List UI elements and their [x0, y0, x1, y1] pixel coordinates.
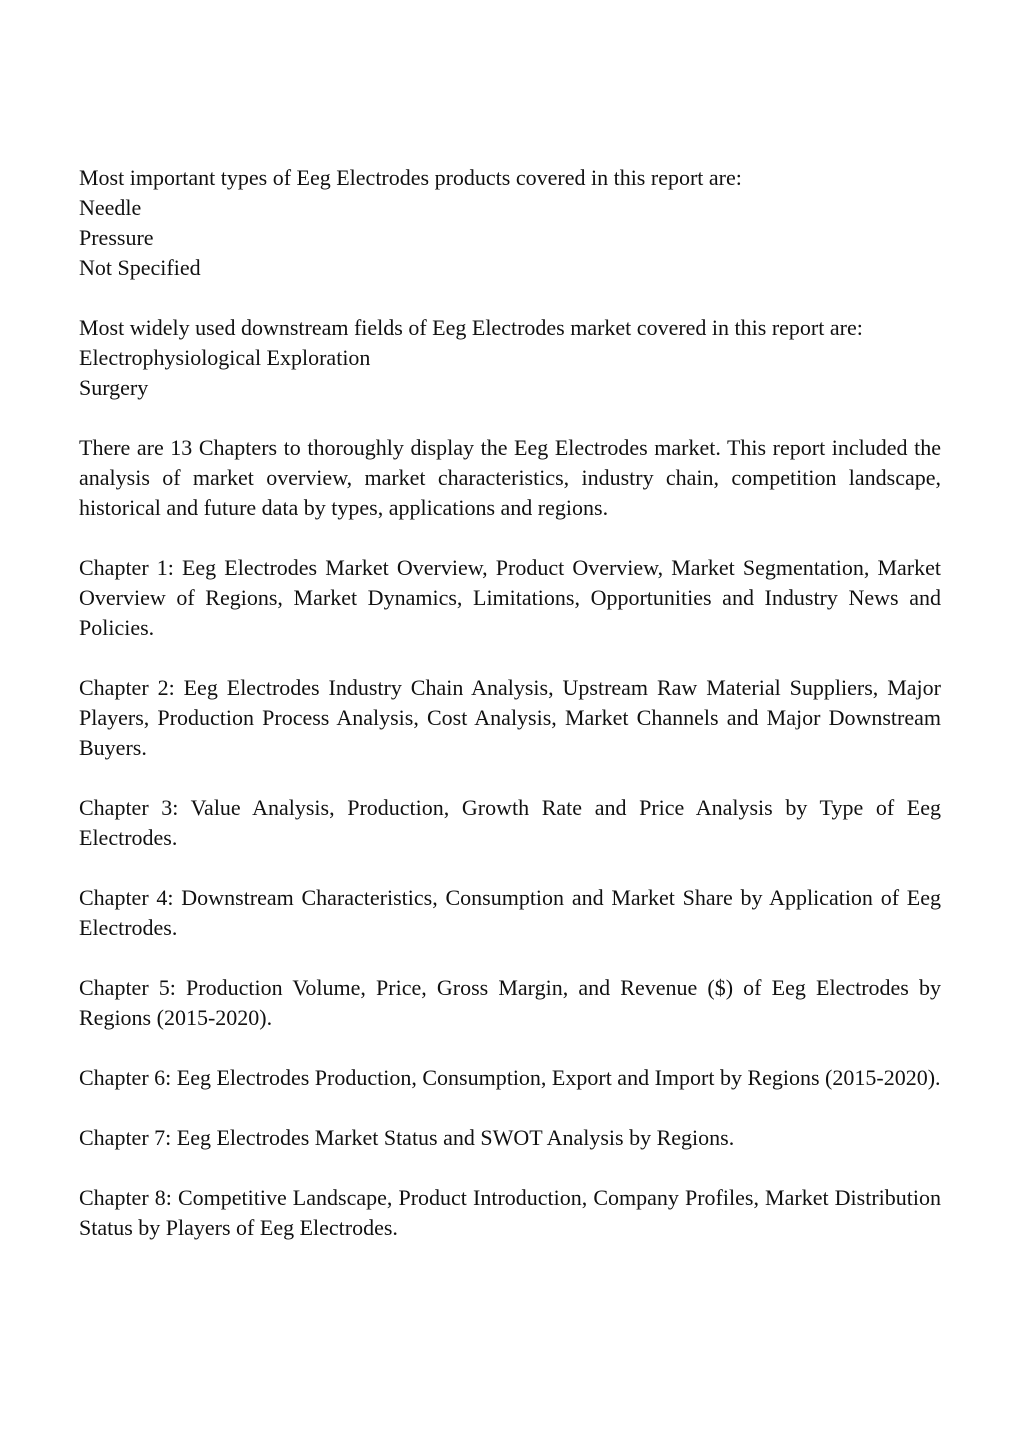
product-type-item: Needle: [79, 195, 142, 220]
chapter-6-paragraph: Chapter 6: Eeg Electrodes Production, Consumption, Export and Import by Regions (2015-2020).: [79, 1065, 941, 1090]
chapter-2-paragraph: Chapter 2: Eeg Electrodes Industry Chain Analysis, Upstream Raw Material Suppliers, Major Players, Production Process Analysis, Cost Analysis, Market Channels and Major Downstream Buyers.: [79, 675, 941, 760]
downstream-fields-section: [79, 313, 941, 403]
chapter-7-paragraph: Chapter 7: Eeg Electrodes Market Status and SWOT Analysis by Regions.: [79, 1125, 735, 1150]
report-overview-paragraph: There are 13 Chapters to thoroughly display the Eeg Electrodes market. This report included the analysis of market overview, market characteristics, industry chain, competition landscape, historical and future data by types, applications and regions.: [79, 435, 941, 520]
chapter-5-paragraph: Chapter 5: Production Volume, Price, Gross Margin, and Revenue ($) of Eeg Electrodes by Regions (2015-2020).: [79, 975, 941, 1030]
downstream-fields-intro: Most widely used downstream fields of Eeg Electrodes market covered in this report are:: [79, 315, 863, 340]
downstream-field-item: Electrophysiological Exploration: [79, 345, 371, 370]
product-type-item: Pressure: [79, 225, 154, 250]
product-type-item: Not Specified: [79, 255, 201, 280]
chapter-8-paragraph: Chapter 8: Competitive Landscape, Product Introduction, Company Profiles, Market Distribution Status by Players of Eeg Electrodes.: [79, 1185, 941, 1240]
downstream-field-item: Surgery: [79, 375, 149, 400]
document-page: [79, 163, 941, 1273]
chapter-1-paragraph: Chapter 1: Eeg Electrodes Market Overview, Product Overview, Market Segmentation, Market Overview of Regions, Market Dynamics, Limitations, Opportunities and Industry News and Policies.: [79, 555, 941, 640]
chapter-4-paragraph: Chapter 4: Downstream Characteristics, Consumption and Market Share by Application of Eeg Electrodes.: [79, 885, 941, 940]
product-types-intro: Most important types of Eeg Electrodes products covered in this report are:: [79, 165, 742, 190]
product-types-section: [79, 163, 941, 283]
chapter-3-paragraph: Chapter 3: Value Analysis, Production, Growth Rate and Price Analysis by Type of Eeg Electrodes.: [79, 795, 941, 850]
